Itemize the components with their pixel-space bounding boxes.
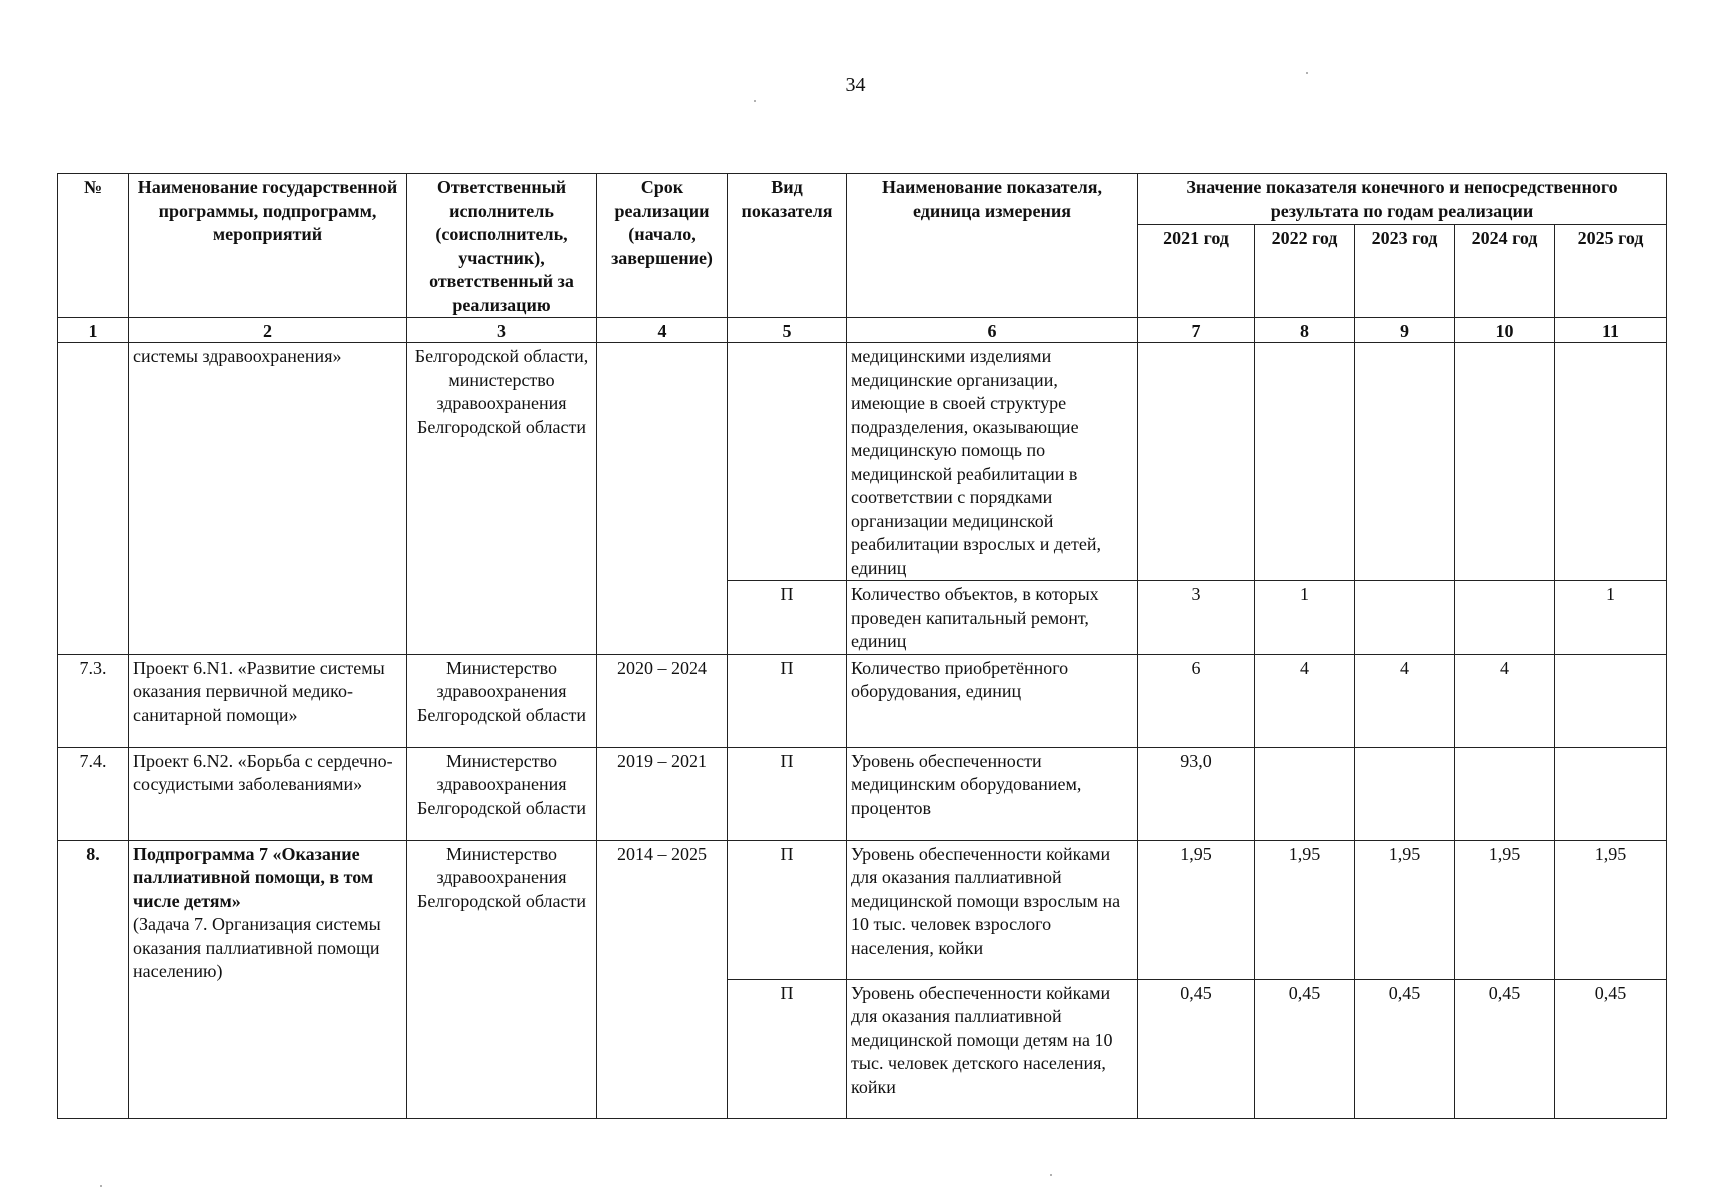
row-number: 8. bbox=[58, 840, 129, 1118]
value-2023 bbox=[1355, 581, 1455, 655]
value-2025 bbox=[1555, 747, 1667, 840]
row-number: 7.4. bbox=[58, 747, 129, 840]
header-number: № bbox=[58, 174, 129, 318]
value-2021: 93,0 bbox=[1138, 747, 1255, 840]
column-number: 11 bbox=[1555, 318, 1667, 343]
row-period: 2014 – 2025 bbox=[597, 840, 728, 1118]
value-2021: 1,95 bbox=[1138, 840, 1255, 979]
value-2024: 0,45 bbox=[1455, 979, 1555, 1118]
row-period: 2020 – 2024 bbox=[597, 654, 728, 747]
subprogram-title: Подпрограмма 7 «Оказание паллиативной помощи, в том числе детям» bbox=[133, 843, 374, 911]
value-2025: 0,45 bbox=[1555, 979, 1667, 1118]
header-executor: Ответственный исполнитель (соисполнитель, участник), ответственный за реализацию bbox=[407, 174, 597, 318]
value-2022 bbox=[1255, 343, 1355, 581]
row-indicator-kind bbox=[728, 343, 847, 581]
header-row bbox=[58, 174, 1667, 225]
value-2024 bbox=[1455, 343, 1555, 581]
row-indicator-kind: П bbox=[728, 979, 847, 1118]
row-indicator-kind: П bbox=[728, 581, 847, 655]
row-period bbox=[597, 343, 728, 655]
row-indicator-name: Уровень обеспеченности койками для оказания паллиативной медицинской помощи взрослым на 10 тыс. человек взрослого населения, койки bbox=[847, 840, 1138, 979]
row-indicator-name: Уровень обеспеченности медицинским оборудованием, процентов bbox=[847, 747, 1138, 840]
value-2025 bbox=[1555, 343, 1667, 581]
value-2022 bbox=[1255, 747, 1355, 840]
value-2021 bbox=[1138, 343, 1255, 581]
table-row bbox=[58, 747, 1667, 840]
header-year-2025: 2025 год bbox=[1555, 225, 1667, 318]
header-year-2022: 2022 год bbox=[1255, 225, 1355, 318]
column-number: 10 bbox=[1455, 318, 1555, 343]
column-number: 7 bbox=[1138, 318, 1255, 343]
column-number: 8 bbox=[1255, 318, 1355, 343]
table-row bbox=[58, 343, 1667, 581]
row-indicator-name: медицинскими изделиями медицинские организации, имеющие в своей структуре подразделения, оказывающие медицинскую помощь по медицинской реабилитации в соответствии с порядками организации медицинской реабилитации взрослых и детей, единиц bbox=[847, 343, 1138, 581]
indicators-table bbox=[57, 173, 1667, 1119]
value-2025: 1,95 bbox=[1555, 840, 1667, 979]
row-program-name: Проект 6.N1. «Развитие системы оказания первичной медико-санитарной помощи» bbox=[129, 654, 407, 747]
header-year-2023: 2023 год bbox=[1355, 225, 1455, 318]
value-2022: 0,45 bbox=[1255, 979, 1355, 1118]
row-program-name: Проект 6.N2. «Борьба с сердечно-сосудистыми заболеваниями» bbox=[129, 747, 407, 840]
value-2022: 4 bbox=[1255, 654, 1355, 747]
row-executor: Министерство здравоохранения Белгородской области bbox=[407, 840, 597, 1118]
row-period: 2019 – 2021 bbox=[597, 747, 728, 840]
row-executor: Министерство здравоохранения Белгородской области bbox=[407, 654, 597, 747]
value-2021: 0,45 bbox=[1138, 979, 1255, 1118]
row-program-name: системы здравоохранения» bbox=[129, 343, 407, 655]
column-number: 2 bbox=[129, 318, 407, 343]
value-2021: 6 bbox=[1138, 654, 1255, 747]
row-indicator-name: Количество объектов, в которых проведен капитальный ремонт, единиц bbox=[847, 581, 1138, 655]
header-indicator-kind: Вид показателя bbox=[728, 174, 847, 318]
scan-speck bbox=[754, 100, 756, 102]
row-number bbox=[58, 343, 129, 655]
row-executor: Белгородской области, министерство здравоохранения Белгородской области bbox=[407, 343, 597, 655]
value-2023 bbox=[1355, 747, 1455, 840]
value-2024 bbox=[1455, 581, 1555, 655]
column-number: 5 bbox=[728, 318, 847, 343]
column-number: 1 bbox=[58, 318, 129, 343]
value-2022: 1,95 bbox=[1255, 840, 1355, 979]
value-2023: 0,45 bbox=[1355, 979, 1455, 1118]
column-number: 9 bbox=[1355, 318, 1455, 343]
row-indicator-name: Количество приобретённого оборудования, единиц bbox=[847, 654, 1138, 747]
column-number: 6 bbox=[847, 318, 1138, 343]
row-indicator-kind: П bbox=[728, 654, 847, 747]
row-indicator-kind: П bbox=[728, 840, 847, 979]
header-year-2024: 2024 год bbox=[1455, 225, 1555, 318]
row-indicator-name: Уровень обеспеченности койками для оказания паллиативной медицинской помощи детям на 10 тыс. человек детского населения, койки bbox=[847, 979, 1138, 1118]
scan-speck bbox=[1050, 1174, 1052, 1176]
value-2021: 3 bbox=[1138, 581, 1255, 655]
value-2025: 1 bbox=[1555, 581, 1667, 655]
row-executor: Министерство здравоохранения Белгородской области bbox=[407, 747, 597, 840]
value-2023: 4 bbox=[1355, 654, 1455, 747]
value-2024: 1,95 bbox=[1455, 840, 1555, 979]
header-indicator-name: Наименование показателя, единица измерения bbox=[847, 174, 1138, 318]
value-2025 bbox=[1555, 654, 1667, 747]
value-2022: 1 bbox=[1255, 581, 1355, 655]
value-2023 bbox=[1355, 343, 1455, 581]
column-numbers-row bbox=[58, 318, 1667, 343]
header-period: Срок реализации (начало, завершение) bbox=[597, 174, 728, 318]
row-number: 7.3. bbox=[58, 654, 129, 747]
row-program-name bbox=[129, 840, 407, 1118]
page-number: 34 bbox=[845, 74, 866, 96]
table-row bbox=[58, 840, 1667, 979]
subprogram-task: (Задача 7. Организация системы оказания паллиативной помощи населению) bbox=[133, 914, 381, 981]
header-year-2021: 2021 год bbox=[1138, 225, 1255, 318]
scan-speck bbox=[1306, 72, 1308, 74]
header-program-name: Наименование государственной программы, подпрограмм, мероприятий bbox=[129, 174, 407, 318]
table-row bbox=[58, 654, 1667, 747]
value-2024: 4 bbox=[1455, 654, 1555, 747]
scan-speck bbox=[100, 1185, 102, 1187]
row-indicator-kind: П bbox=[728, 747, 847, 840]
header-values: Значение показателя конечного и непосредственного результата по годам реализации bbox=[1138, 174, 1667, 225]
column-number: 3 bbox=[407, 318, 597, 343]
column-number: 4 bbox=[597, 318, 728, 343]
value-2023: 1,95 bbox=[1355, 840, 1455, 979]
value-2024 bbox=[1455, 747, 1555, 840]
